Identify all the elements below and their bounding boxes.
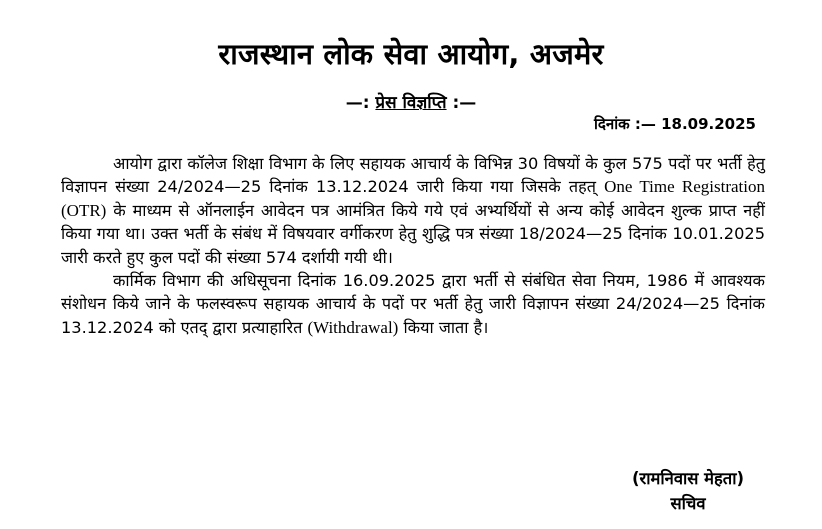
paragraph-1 xyxy=(61,152,765,269)
press-release-title xyxy=(0,90,822,113)
paragraph-1-part-1: आयोग द्वारा कॉलेज शिक्षा विभाग के लिए सहायक आचार्य के विभिन्न 30 विषयों के कुल 575 पदों पर भर्ती हेतु विज्ञापन संख्या 24/2024—25 दिनांक 13.12.2024 जारी किया गया जिसके तहत् xyxy=(61,154,765,197)
paragraph-2 xyxy=(61,269,765,339)
press-title-text: प्रेस विज्ञप्ति xyxy=(375,93,447,113)
paragraph-1-part-2: के माध्यम से ऑनलाईन आवेदन पत्र आमंत्रित किये गये एवं अभ्यर्थियों से अन्य कोई आवेदन शुल्क प्राप्त नहीं किया गया था। उक्त भर्ती के संबंध में विषयवार वर्गीकरण हेतु शुद्धि पत्र संख्या 18/2024—25 दिनांक 10.01.2025 जारी करते हुए कुल पदों की संख्या 574 दर्शायी गयी थी। xyxy=(61,200,765,267)
date-value: 18.09.2025 xyxy=(661,115,756,133)
signature-block xyxy=(608,466,768,516)
press-title-prefix: —: xyxy=(345,93,376,113)
commission-heading: राजस्थान लोक सेवा आयोग, अजमेर xyxy=(218,37,604,71)
otr-term: One Time Registration (OTR) xyxy=(61,177,765,220)
withdrawal-term: (Withdrawal) xyxy=(307,317,399,337)
paragraph-2-part-2: किया जाता है। xyxy=(398,317,489,337)
signatory-title: सचिव xyxy=(670,494,706,513)
signatory-name: (रामनिवास मेहता) xyxy=(631,469,745,488)
paragraph-2-part-1: कार्मिक विभाग की अधिसूचना दिनांक 16.09.2025 द्वारा भर्ती से संबंधित सेवा नियम, 1986 में आवश्यक संशोधन किये जाने के फलस्वरूप सहायक आचार्य के पदों पर भर्ती हेतु जारी विज्ञापन संख्या 24/2024—25 दिनांक 13.12.2024 को एतद् द्वारा प्रत्याहारित xyxy=(61,271,765,337)
notice-body xyxy=(61,152,765,339)
date-label: दिनांक :— xyxy=(594,115,656,133)
date-line xyxy=(594,114,756,134)
press-title-suffix: :— xyxy=(446,93,477,113)
